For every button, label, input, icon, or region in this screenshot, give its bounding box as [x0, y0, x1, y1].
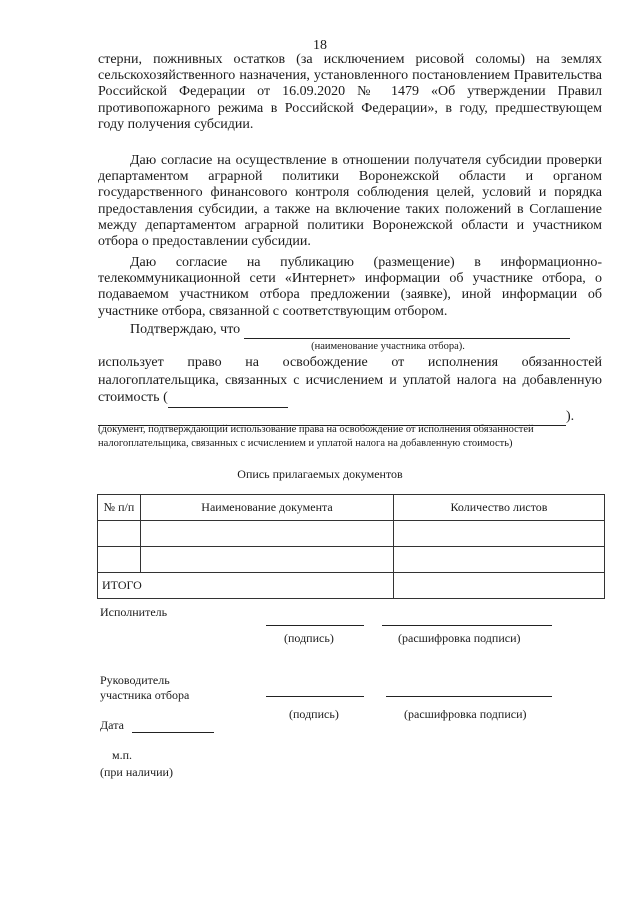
- cell-number[interactable]: [98, 521, 141, 547]
- vat-doc-blank-1[interactable]: [168, 389, 288, 408]
- executor-decode-line[interactable]: [382, 625, 552, 626]
- seal-note: (при наличии): [100, 765, 173, 779]
- paragraph-vat-exemption: [98, 354, 602, 426]
- table-header-row: [98, 495, 605, 521]
- head-label-1: Руководитель: [100, 673, 170, 687]
- cell-number[interactable]: [98, 547, 141, 573]
- head-decode-line[interactable]: [386, 696, 552, 697]
- executor-label: Исполнитель: [100, 605, 168, 619]
- header-number: № п/п: [98, 495, 141, 521]
- seal-label: м.п.: [112, 748, 133, 762]
- header-doc-name: Наименование документа: [141, 495, 394, 521]
- head-decode-caption: (расшифровка подписи): [404, 707, 527, 721]
- inventory-title: Опись прилагаемых документов: [237, 467, 403, 481]
- table-row: [98, 547, 605, 573]
- confirm-lead: Подтверждаю, что: [130, 322, 241, 337]
- header-sheets: Количество листов: [394, 495, 605, 521]
- total-sheets[interactable]: [394, 573, 605, 599]
- date-line[interactable]: [132, 732, 214, 733]
- cell-sheets[interactable]: [394, 521, 605, 547]
- executor-signature-caption: (подпись): [284, 631, 334, 645]
- cell-doc-name[interactable]: [141, 547, 394, 573]
- paragraph-stubble: стерни, пожнивных остатков (за исключением рисовой соломы) на землях сельскохозяйственного назначения, установленного постановлением Правительства Российской Федерации от 16.09.2020 № 1479 «Об утверждении Правил противопожарного режима в Российской Федерации», в году, предшествующем году получения субсидии.: [98, 52, 602, 132]
- participant-caption: (наименование участника отбора).: [311, 341, 465, 352]
- table-total-row: [98, 573, 605, 599]
- date-label: Дата: [100, 718, 124, 732]
- cell-doc-name[interactable]: [141, 521, 394, 547]
- paragraph-consent-publication: Даю согласие на публикацию (размещение) в информационно-телекоммуникационной сети «Интернет» информации об участнике отбора, о подаваемом участником отбора предложении (заявке), иной информации об участнике отбора, связанной с соответствующим отбором.: [98, 255, 602, 319]
- paragraph-consent-inspection: Даю согласие на осуществление в отношении получателя субсидии проверки департаментом аграрной политики Воронежской области и органом государственного финансового контроля соблюдения целей, условий и порядка предоставления субсидии, а также на включение таких положений в Соглашение между департаментом аграрной политики Воронежской области и участником отбора о предоставлении субсидии.: [98, 153, 602, 250]
- participant-name-blank[interactable]: [244, 322, 570, 339]
- head-signature-caption: (подпись): [289, 707, 339, 721]
- vat-text: использует право на освобождение от исполнения обязанностей налогоплательщика, связанных с исчислением и уплатой налога на добавленную стоимость (: [98, 355, 602, 405]
- page-number: 18: [313, 38, 327, 53]
- head-label-2: участника отбора: [100, 688, 190, 702]
- executor-decode-caption: (расшифровка подписи): [398, 631, 521, 645]
- executor-signature-line[interactable]: [266, 625, 364, 626]
- head-signature-line[interactable]: [266, 696, 364, 697]
- doc-caption: (документ, подтверждающий использование права на освобождение от исполнения обязанностей налогоплательщика, связанных с исчислением и уплатой налога на добавленную стоимость): [98, 424, 534, 449]
- confirm-line: [98, 322, 602, 339]
- table-row: [98, 521, 605, 547]
- cell-sheets[interactable]: [394, 547, 605, 573]
- total-label: ИТОГО: [98, 573, 394, 599]
- close-paren: ).: [566, 408, 575, 424]
- inventory-table: [97, 494, 605, 599]
